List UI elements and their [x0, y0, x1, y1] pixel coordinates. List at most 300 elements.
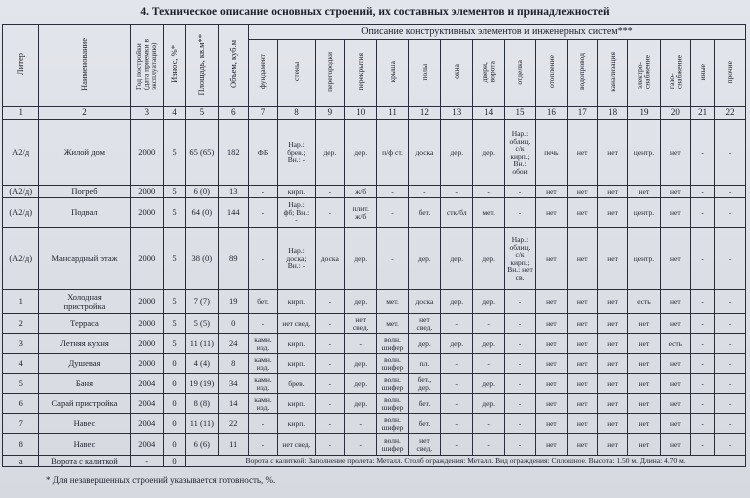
cell-volume: 22 [218, 414, 248, 434]
cell-volume: 8 [218, 354, 248, 374]
cell-col-21: - [691, 354, 715, 374]
cell-col-7: - [248, 198, 277, 228]
cell-col-21: - [691, 434, 715, 456]
header-col-17: водопровод [567, 40, 597, 107]
column-number: 5 [186, 107, 218, 120]
cell-wear: 5 [163, 290, 185, 314]
cell-col-11: волн. шифер [377, 394, 408, 414]
table-row [3, 314, 746, 334]
cell-col-9: дер. [315, 120, 344, 186]
cell-col-7: - [248, 186, 277, 198]
cell-name: Навес [39, 434, 130, 456]
cell-col-13: - [441, 354, 473, 374]
cell-col-15: - [504, 354, 535, 374]
header-wear: Износ, %* [163, 25, 185, 107]
cell-col-19: центр. [628, 120, 660, 186]
cell-col-7: ФБ [248, 120, 277, 186]
cell-col-14: дер. [473, 374, 504, 394]
cell-col-8: кирп. [278, 394, 315, 414]
table-row [3, 394, 746, 414]
cell-liter: 3 [3, 334, 39, 354]
cell-wear: 0 [163, 456, 185, 467]
cell-area: 6 (6) [186, 434, 218, 456]
cell-col-9: - [315, 198, 344, 228]
table-row [3, 334, 746, 354]
cell-name: Холодная пристройка [39, 290, 130, 314]
cell-col-8: нет свед. [278, 434, 315, 456]
header-liter: Литер [3, 25, 39, 107]
cell-col-17: нет [567, 434, 597, 456]
cell-col-16: нет [536, 228, 567, 290]
cell-col-13: дер. [441, 290, 473, 314]
cell-col-15: - [504, 314, 535, 334]
cell-col-10: нет свед. [345, 314, 377, 334]
table-row [3, 186, 746, 198]
cell-volume: 34 [218, 374, 248, 394]
cell-col-14: дер. [473, 120, 504, 186]
cell-col-15: - [504, 394, 535, 414]
cell-col-10: дер. [345, 228, 377, 290]
cell-col-13: - [441, 186, 473, 198]
cell-col-14: мет. [473, 198, 504, 228]
cell-col-17: нет [567, 186, 597, 198]
cell-col-20: нет [660, 314, 690, 334]
cell-col-10: - [345, 334, 377, 354]
cell-col-20: нет [660, 374, 690, 394]
cell-col-16: нет [536, 414, 567, 434]
cell-col-12: пл. [408, 354, 440, 374]
cell-col-11: мет. [377, 290, 408, 314]
cell-col-22: - [715, 186, 746, 198]
cell-col-9: - [315, 186, 344, 198]
header-area: Площадь, кв.м** [186, 25, 218, 107]
cell-col-9: - [315, 314, 344, 334]
cell-col-19: нет [628, 314, 660, 334]
table-row [3, 228, 746, 290]
cell-col-16: нет [536, 186, 567, 198]
cell-col-22: - [715, 198, 746, 228]
cell-col-20: нет [660, 354, 690, 374]
header-col-8: стены [278, 40, 315, 107]
column-number: 1 [3, 107, 39, 120]
column-number: 11 [377, 107, 408, 120]
cell-col-18: нет [597, 354, 627, 374]
cell-col-21: - [691, 198, 715, 228]
cell-col-19: нет [628, 414, 660, 434]
cell-wear: 5 [163, 186, 185, 198]
cell-col-12: бет. [408, 198, 440, 228]
cell-col-14: - [473, 186, 504, 198]
cell-name: Погреб [39, 186, 130, 198]
cell-col-16: нет [536, 374, 567, 394]
cell-col-19: центр. [628, 228, 660, 290]
cell-col-13: - [441, 414, 473, 434]
cell-volume: 24 [218, 334, 248, 354]
cell-col-18: нет [597, 394, 627, 414]
cell-col-21: - [691, 228, 715, 290]
cell-col-15: - [504, 414, 535, 434]
cell-year: 2004 [130, 374, 163, 394]
cell-col-13: - [441, 374, 473, 394]
cell-col-12: бет., дер. [408, 374, 440, 394]
cell-name: Навес [39, 414, 130, 434]
cell-col-7: камн. изд. [248, 354, 277, 374]
cell-col-14: - [473, 354, 504, 374]
cell-col-10: дер. [345, 290, 377, 314]
header-volume: Объем, куб.м [218, 25, 248, 107]
cell-liter: 6 [3, 394, 39, 414]
column-number: 21 [691, 107, 715, 120]
cell-col-10: дер. [345, 374, 377, 394]
cell-col-11: - [377, 228, 408, 290]
cell-col-22: - [715, 314, 746, 334]
cell-col-8: нет свед. [278, 314, 315, 334]
cell-col-13: - [441, 394, 473, 414]
cell-col-19: есть [628, 290, 660, 314]
cell-col-18: нет [597, 314, 627, 334]
cell-col-19: нет [628, 334, 660, 354]
cell-col-18: нет [597, 120, 627, 186]
column-numbers-row [3, 107, 746, 120]
cell-col-8: брев. [278, 374, 315, 394]
cell-col-18: нет [597, 186, 627, 198]
table-row-gate [3, 456, 746, 467]
cell-col-9: - [315, 290, 344, 314]
header-col-10: перекрытия [345, 40, 377, 107]
cell-col-16: нет [536, 198, 567, 228]
cell-col-18: нет [597, 228, 627, 290]
column-number: 16 [536, 107, 567, 120]
column-number: 9 [315, 107, 344, 120]
cell-liter: А2/д [3, 120, 39, 186]
cell-col-15: Нар.: облиц. с/к кирп.; Вн.: обои [504, 120, 535, 186]
cell-col-22: - [715, 374, 746, 394]
cell-volume: 144 [218, 198, 248, 228]
cell-col-21: - [691, 394, 715, 414]
cell-col-15: - [504, 434, 535, 456]
cell-col-18: нет [597, 434, 627, 456]
cell-col-20: есть [660, 334, 690, 354]
cell-col-15: - [504, 186, 535, 198]
table-row [3, 290, 746, 314]
cell-wear: 0 [163, 394, 185, 414]
header-col-16: отопление [536, 40, 567, 107]
column-number: 20 [660, 107, 690, 120]
cell-col-17: нет [567, 334, 597, 354]
cell-liter: а [3, 456, 39, 467]
cell-col-16: нет [536, 394, 567, 414]
header-col-21: иные [691, 40, 715, 107]
cell-liter: 1 [3, 290, 39, 314]
cell-area: 38 (0) [186, 228, 218, 290]
cell-col-13: - [441, 434, 473, 456]
cell-col-7: - [248, 314, 277, 334]
header-col-11: крыша [377, 40, 408, 107]
cell-col-14: дер. [473, 394, 504, 414]
cell-col-15: - [504, 198, 535, 228]
column-number: 18 [597, 107, 627, 120]
cell-col-7: камн. изд. [248, 374, 277, 394]
cell-col-8: кирп. [278, 414, 315, 434]
cell-col-16: нет [536, 290, 567, 314]
cell-col-21: - [691, 374, 715, 394]
cell-col-13: - [441, 314, 473, 334]
cell-col-15: Нар.: облиц. с/к кирп.; Вн.: нет св. [504, 228, 535, 290]
cell-col-7: - [248, 228, 277, 290]
cell-col-22: - [715, 290, 746, 314]
cell-col-8: Нар.: доска; Вн.: - [278, 228, 315, 290]
column-number: 15 [504, 107, 535, 120]
cell-area: 8 (8) [186, 394, 218, 414]
cell-col-22: - [715, 354, 746, 374]
cell-col-14: дер. [473, 290, 504, 314]
cell-col-11: волн. шифер [377, 374, 408, 394]
cell-col-11: - [377, 198, 408, 228]
cell-col-12: нет свед. [408, 434, 440, 456]
cell-col-19: нет [628, 434, 660, 456]
cell-col-12: дер. [408, 334, 440, 354]
cell-col-14: - [473, 414, 504, 434]
table-row [3, 414, 746, 434]
cell-year: 2000 [130, 334, 163, 354]
cell-col-7: камн. изд. [248, 334, 277, 354]
cell-name: Баня [39, 374, 130, 394]
table-row [3, 120, 746, 186]
cell-col-21: - [691, 334, 715, 354]
column-number: 14 [473, 107, 504, 120]
cell-col-16: нет [536, 434, 567, 456]
cell-year: 2000 [130, 354, 163, 374]
cell-liter: 4 [3, 354, 39, 374]
cell-area: 4 (4) [186, 354, 218, 374]
cell-col-17: нет [567, 354, 597, 374]
cell-volume: 182 [218, 120, 248, 186]
cell-col-8: Нар.: фб; Вн.: - [278, 198, 315, 228]
cell-col-19: нет [628, 394, 660, 414]
cell-col-11: волн. шифер [377, 434, 408, 456]
cell-volume: 0 [218, 314, 248, 334]
cell-col-16: печь [536, 120, 567, 186]
cell-col-11: - [377, 186, 408, 198]
cell-col-16: нет [536, 334, 567, 354]
cell-col-7: - [248, 434, 277, 456]
cell-col-8: Нар.: брев.; Вн.: - [278, 120, 315, 186]
cell-col-9: доска [315, 228, 344, 290]
gate-description: Ворота с калиткой: Заполнение пролета: Металл. Столб ограждения: Металл. Вид ограждения: Сплошное. Высота: 1.50 м. Длина: 4.70 м. [186, 456, 746, 467]
cell-col-17: нет [567, 228, 597, 290]
cell-area: 65 (65) [186, 120, 218, 186]
cell-col-13: стк/бл [441, 198, 473, 228]
cell-liter: (А2/д) [3, 198, 39, 228]
cell-col-14: дер. [473, 228, 504, 290]
cell-col-16: нет [536, 314, 567, 334]
cell-col-12: доска [408, 290, 440, 314]
cell-col-8: кирп. [278, 354, 315, 374]
cell-area: 6 (0) [186, 186, 218, 198]
cell-volume: 14 [218, 394, 248, 414]
column-number: 7 [248, 107, 277, 120]
cell-col-12: дер. [408, 228, 440, 290]
cell-name: Сарай пристройка [39, 394, 130, 414]
cell-col-10: ж/б [345, 186, 377, 198]
cell-col-17: нет [567, 394, 597, 414]
cell-col-10: плит. ж/б [345, 198, 377, 228]
cell-wear: 5 [163, 228, 185, 290]
cell-year: 2004 [130, 414, 163, 434]
cell-col-9: - [315, 434, 344, 456]
column-number: 2 [39, 107, 130, 120]
cell-col-18: нет [597, 198, 627, 228]
column-number: 12 [408, 107, 440, 120]
table-row [3, 374, 746, 394]
cell-col-14: - [473, 314, 504, 334]
cell-wear: 5 [163, 198, 185, 228]
cell-volume: 89 [218, 228, 248, 290]
cell-col-10: - [345, 414, 377, 434]
cell-col-11: волн. шифер [377, 354, 408, 374]
cell-year: 2000 [130, 198, 163, 228]
cell-col-22: - [715, 120, 746, 186]
cell-name: Подвал [39, 198, 130, 228]
cell-year: 2000 [130, 186, 163, 198]
cell-col-9: - [315, 354, 344, 374]
cell-col-15: - [504, 334, 535, 354]
header-col-19: электро- снабжение [628, 40, 660, 107]
cell-area: 64 (0) [186, 198, 218, 228]
cell-col-13: дер. [441, 120, 473, 186]
cell-col-18: нет [597, 290, 627, 314]
page-title: 4. Техническое описание основных строений, их составных элементов и принадлежностей [140, 6, 610, 18]
cell-year: 2000 [130, 228, 163, 290]
column-number: 10 [345, 107, 377, 120]
header-col-7: фундамент [248, 40, 277, 107]
cell-col-21: - [691, 414, 715, 434]
cell-year: 2000 [130, 120, 163, 186]
cell-col-7: камн. изд. [248, 394, 277, 414]
cell-wear: 0 [163, 354, 185, 374]
cell-col-17: нет [567, 374, 597, 394]
column-number: 22 [715, 107, 746, 120]
cell-col-14: дер. [473, 334, 504, 354]
cell-wear: 0 [163, 434, 185, 456]
cell-area: 11 (11) [186, 334, 218, 354]
cell-year: 2004 [130, 394, 163, 414]
cell-col-12: - [408, 186, 440, 198]
cell-name: Душевая [39, 354, 130, 374]
header-col-18: канализация [597, 40, 627, 107]
cell-liter: 7 [3, 414, 39, 434]
cell-col-19: нет [628, 186, 660, 198]
header-description: Описание конструктивных элементов и инженерных систем*** [248, 25, 745, 40]
cell-liter: (А2/д) [3, 228, 39, 290]
cell-col-18: нет [597, 374, 627, 394]
cell-col-20: нет [660, 394, 690, 414]
cell-col-21: - [691, 290, 715, 314]
cell-col-18: нет [597, 334, 627, 354]
header-col-15: отделка [504, 40, 535, 107]
cell-col-20: нет [660, 414, 690, 434]
cell-col-9: - [315, 334, 344, 354]
cell-col-7: бет. [248, 290, 277, 314]
cell-col-18: нет [597, 414, 627, 434]
column-number: 3 [130, 107, 163, 120]
cell-col-8: кирп. [278, 186, 315, 198]
table-row [3, 354, 746, 374]
cell-col-16: нет [536, 354, 567, 374]
cell-col-19: центр. [628, 198, 660, 228]
cell-col-15: - [504, 374, 535, 394]
cell-year: 2000 [130, 314, 163, 334]
cell-col-17: нет [567, 314, 597, 334]
cell-volume: 11 [218, 434, 248, 456]
cell-wear: 0 [163, 374, 185, 394]
cell-wear: 5 [163, 314, 185, 334]
cell-col-14: - [473, 434, 504, 456]
cell-col-10: дер. [345, 354, 377, 374]
header-col-14: двери, ворота [473, 40, 504, 107]
cell-col-11: мет. [377, 314, 408, 334]
cell-col-22: - [715, 394, 746, 414]
cell-col-17: нет [567, 120, 597, 186]
cell-col-20: нет [660, 228, 690, 290]
cell-col-21: - [691, 186, 715, 198]
header-col-9: перегородки [315, 40, 344, 107]
cell-col-12: доска [408, 120, 440, 186]
header-year: Год постройки (дата приемки в эксплуатацию) [130, 25, 163, 107]
cell-col-10: дер. [345, 394, 377, 414]
cell-col-19: нет [628, 354, 660, 374]
cell-col-21: - [691, 314, 715, 334]
column-number: 4 [163, 107, 185, 120]
cell-col-19: нет [628, 374, 660, 394]
cell-col-21: - [691, 120, 715, 186]
cell-name: Жилой дом [39, 120, 130, 186]
cell-col-20: нет [660, 120, 690, 186]
cell-col-17: нет [567, 414, 597, 434]
header-name: Наименование [39, 25, 130, 107]
cell-col-8: кирп. [278, 334, 315, 354]
cell-col-11: волн. шифер [377, 334, 408, 354]
table-row [3, 198, 746, 228]
cell-col-22: - [715, 414, 746, 434]
cell-year: 2004 [130, 434, 163, 456]
column-number: 13 [441, 107, 473, 120]
cell-volume: 13 [218, 186, 248, 198]
cell-wear: 5 [163, 334, 185, 354]
cell-col-17: нет [567, 198, 597, 228]
header-col-22: прочие [715, 40, 746, 107]
cell-col-11: п/ф ст. [377, 120, 408, 186]
cell-col-12: бет. [408, 414, 440, 434]
cell-name: Ворота с калиткой [39, 456, 130, 467]
cell-col-11: волн. шифер [377, 414, 408, 434]
cell-volume: 19 [218, 290, 248, 314]
column-number: 6 [218, 107, 248, 120]
cell-col-20: нет [660, 434, 690, 456]
cell-col-17: нет [567, 290, 597, 314]
cell-col-20: нет [660, 186, 690, 198]
cell-col-9: - [315, 374, 344, 394]
cell-col-10: дер. [345, 120, 377, 186]
cell-col-22: - [715, 334, 746, 354]
table-row [3, 434, 746, 456]
cell-col-9: - [315, 414, 344, 434]
column-number: 19 [628, 107, 660, 120]
header-col-13: окна [441, 40, 473, 107]
cell-name: Летняя кухня [39, 334, 130, 354]
column-number: 17 [567, 107, 597, 120]
cell-wear: 5 [163, 120, 185, 186]
